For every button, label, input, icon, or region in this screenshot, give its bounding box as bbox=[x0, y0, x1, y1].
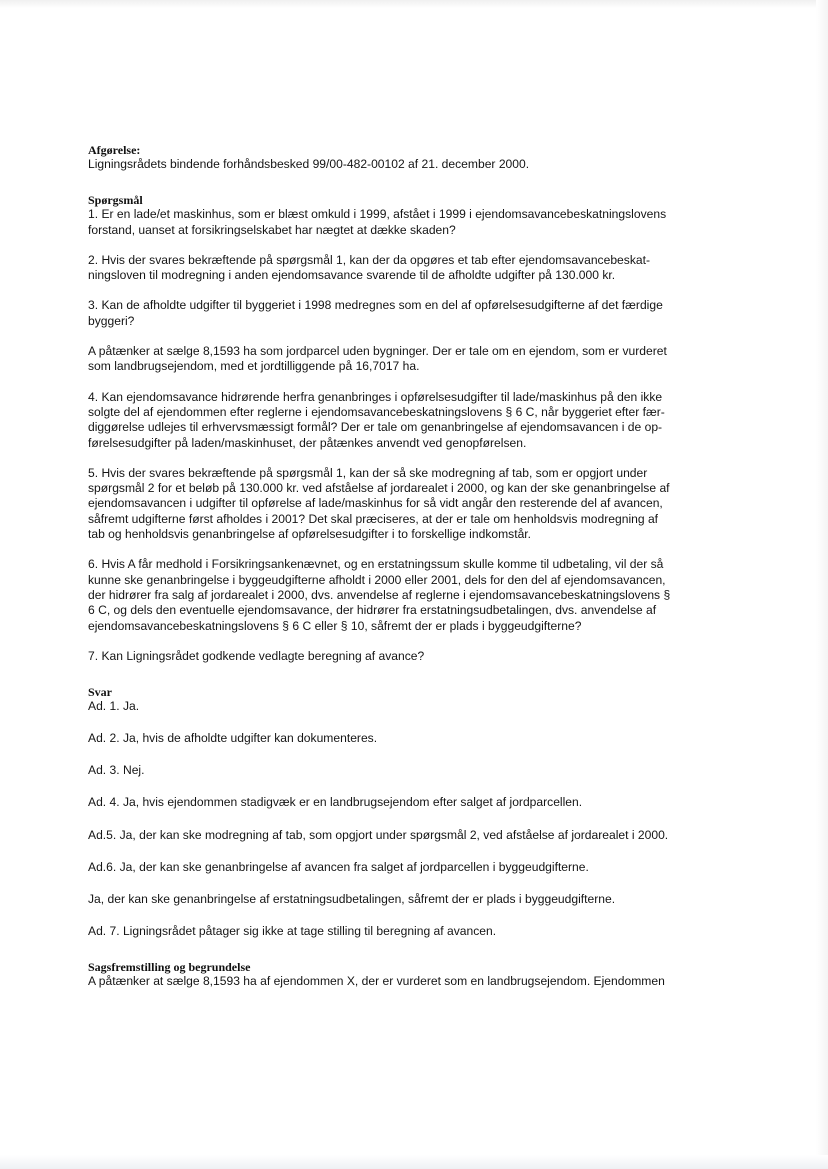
question-line: 5. Hvis der svares bekræftende på spørgsmål 1, kan der så ske modregning af tab, som er opgjort under bbox=[88, 465, 648, 480]
answer-5: Ad.5. Ja, der kan ske modregning af tab, som opgjort under spørgsmål 2, ved afståelse af jordarealet i 2000. bbox=[88, 827, 669, 842]
question-line: 4. Kan ejendomsavance hidrørende herfra genanbringes i opførelsesudgifter til lade/maskinhus på den ikke bbox=[88, 389, 663, 404]
question-line: 1. Er en lade/et maskinhus, som er blæst omkuld i 1999, afstået i 1999 i ejendomsavancebeskatningslovens bbox=[88, 207, 667, 222]
question-1 bbox=[88, 207, 736, 238]
scan-right-edge bbox=[816, 0, 828, 1169]
answer-7: Ad. 7. Ligningsrådet påtager sig ikke at tage stilling til beregning af avancen. bbox=[88, 923, 497, 938]
question-3 bbox=[88, 298, 736, 329]
decision-heading: Afgørelse: bbox=[88, 143, 141, 157]
answer-2: Ad. 2. Ja, hvis de afholdte udgifter kan dokumenteres. bbox=[88, 731, 378, 746]
question-line: tab og henholdsvis genanbringelse af opførelsesudgifter i to forskellige indkomstår. bbox=[88, 527, 532, 542]
decision-text: Ligningsrådets bindende forhåndsbesked 99/00-482-00102 af 21. december 2000. bbox=[88, 157, 530, 171]
scan-top-edge bbox=[0, 0, 828, 8]
answer-1: Ad. 1. Ja. bbox=[88, 699, 140, 714]
answers-heading: Svar bbox=[88, 685, 112, 700]
answer-4: Ad. 4. Ja, hvis ejendommen stadigvæk er en landbrugsejendom efter salget af jordparcellen. bbox=[88, 795, 583, 810]
question-line: der hidrører fra salg af jordarealet i 2000, dvs. anvendelse af reglerne i ejendomsavancebeskatningslovens § bbox=[88, 587, 671, 602]
case-text: A påtænker at sælge 8,1593 ha af ejendommen X, der er vurderet som en landbrugsejendom. Ejendommen bbox=[88, 974, 665, 989]
answer-6-continued: Ja, der kan ske genanbringelse af erstatningsudbetalingen, såfremt der er plads i byggeudgifterne. bbox=[88, 891, 616, 906]
case-heading: Sagsfremstilling og begrundelse bbox=[88, 960, 251, 975]
question-2 bbox=[88, 253, 736, 284]
question-line: 6 C, og dels den eventuelle ejendomsavance, der hidrører fra erstatningsudbetalingen, dvs. anvendelse af bbox=[88, 603, 657, 618]
question-line: 3. Kan de afholdte udgifter til byggeriet i 1998 medregnes som en del af opførelsesudgifterne af det færdige bbox=[88, 298, 663, 313]
question-info bbox=[88, 344, 736, 375]
question-line: 2. Hvis der svares bekræftende på spørgsmål 1, kan der da opgøres et tab efter ejendomsavancebeskat- bbox=[88, 252, 650, 267]
scan-bottom-edge bbox=[0, 1155, 828, 1169]
question-line: spørgsmål 2 for et beløb på 130.000 kr. ved afståelse af jordarealet i 2000, og kan der ske genanbringelse af bbox=[88, 481, 670, 496]
question-line: forstand, uanset at forsikringselskabet har nægtet at dække skaden? bbox=[88, 222, 456, 237]
question-6 bbox=[88, 557, 736, 633]
question-line: som landbrugsejendom, med et jordtilliggende på 16,7017 ha. bbox=[88, 359, 420, 374]
question-line: kunne ske genanbringelse i byggeudgifterne afholdt i 2000 eller 2001, dels for den del af ejendomsavancen, bbox=[88, 572, 666, 587]
answer-6: Ad.6. Ja, der kan ske genanbringelse af avancen fra salget af jordparcellen i byggeudgifterne. bbox=[88, 859, 589, 874]
question-line: såfremt udgifterne først afholdes i 2001? Det skal præciseres, at der er tale om henholdsvis modregning af bbox=[88, 511, 659, 526]
question-line: diggørelse udlejes til erhvervsmæssigt formål? Der er tale om genanbringelse af ejendomsavancen i de op- bbox=[88, 420, 663, 435]
question-line: byggeri? bbox=[88, 313, 135, 328]
question-line: 7. Kan Ligningsrådet godkende vedlagte beregning af avance? bbox=[88, 648, 425, 663]
question-line: ejendomsavancebeskatningslovens § 6 C eller § 10, såfremt der er plads i byggeudgifterne? bbox=[88, 618, 582, 633]
question-line: ningsloven til modregning i anden ejendomsavance svarende til de afholdte udgifter på 130.000 kr. bbox=[88, 268, 616, 283]
question-4 bbox=[88, 390, 736, 451]
question-5 bbox=[88, 466, 736, 542]
question-line: førelsesudgifter på laden/maskinhuset, der påtænkes anvendt ved genopførelsen. bbox=[88, 435, 527, 450]
question-line: ejendomsavancen i udgifter til opførelse af lade/maskinhus for så vidt angår den resterende del af avancen, bbox=[88, 496, 663, 511]
answer-3: Ad. 3. Nej. bbox=[88, 763, 145, 778]
question-line: A påtænker at sælge 8,1593 ha som jordparcel uden bygninger. Der er tale om en ejendom, som er vurderet bbox=[88, 344, 667, 359]
question-7 bbox=[88, 649, 736, 664]
document-page bbox=[88, 143, 736, 989]
question-line: solgte del af ejendommen efter reglerne i ejendomsavancebeskatningslovens § 6 C, når byggeriet efter fær- bbox=[88, 404, 665, 419]
questions-heading: Spørgsmål bbox=[88, 193, 143, 208]
question-line: 6. Hvis A får medhold i Forsikringsankenævnet, og en erstatningssum skulle komme til udbetaling, vil der så bbox=[88, 557, 664, 572]
